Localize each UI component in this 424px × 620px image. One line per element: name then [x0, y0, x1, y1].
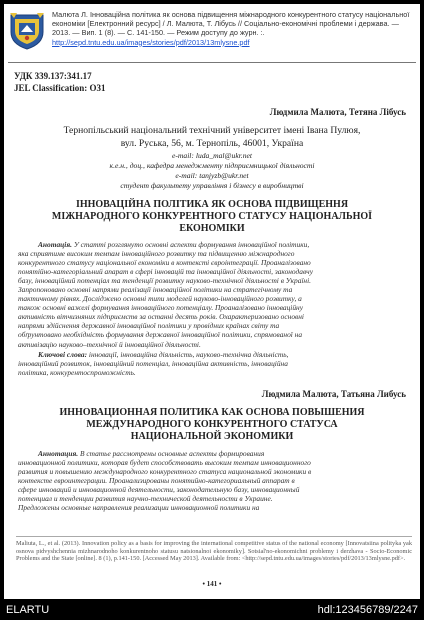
- abstract-ru-line: потенциал и тенденции развития научно-технической деятельности в Украине.: [18, 494, 273, 504]
- abstract-uk-line: У статті розглянуто основні аспекти формування інноваційної політики,: [72, 240, 310, 249]
- viewer-status-bar: [0, 599, 424, 620]
- citation-text: [52, 10, 414, 47]
- author1-email: e-mail: luda_mal@ukr.net: [172, 151, 252, 160]
- abstract-uk-line: обґрунтовано необхідність формування державної інноваційної політики, спрямованої на: [18, 330, 303, 340]
- title-uk-line-2: МІЖНАРОДНОГО КОНКУРЕНТНОГО СТАТУСУ НАЦІОНАЛЬНОЇ: [51, 211, 373, 222]
- page-number: • 141 •: [202, 580, 222, 588]
- repository-name: ELARTU: [6, 604, 50, 616]
- author2-position: студент факультету управління і бізнесу в виробництві: [120, 181, 304, 190]
- abstract-uk-line: активізацію науково–технічної й інноваційної діяльності.: [18, 339, 201, 349]
- handle-identifier: hdl:123456789/2247: [317, 604, 418, 616]
- keywords-uk-line: інноваційний розвиток, інноваційний потенціал, інноваційна активність, інноваційна: [18, 359, 288, 369]
- title-ru-line-1: ИННОВАЦИОННАЯ ПОЛИТИКА КАК ОСНОВА ПОВЫШЕНИЯ: [59, 407, 365, 418]
- abstract-ru-line: инновационной политики, которая будет способствовать высоким темпам инновационного: [18, 458, 311, 468]
- keywords-uk-line: політика, конкурентоспроможність.: [18, 368, 136, 378]
- abstract-ru-label: Аннотация.: [38, 449, 79, 458]
- citation-line: Малюта Л. Інноваційна політика як основа підвищення міжнародного конкурентного статусу національної економіки [Електронний ресурс] / Л. Малюта, Т. Лібусь // Соціально-економічні проблеми і держава. — 2013. — Вип. 1 (8). — С. 141-150. — Режим доступу до журн. :.: [52, 10, 410, 38]
- udc-code: УДК 339.137:341.17: [14, 71, 92, 81]
- title-ru-line-2: МЕЖДУНАРОДНОГО КОНКУРЕНТНОГО СТАТУСА: [86, 419, 338, 430]
- jel-code: JEL Classification: O31: [14, 83, 106, 93]
- abstract-ru: [18, 449, 410, 512]
- abstract-ru-line: контексте евроинтеграции. Проанализированы понятийно-категориальный аппарат в: [18, 476, 295, 486]
- header-divider: [8, 62, 416, 63]
- document-page: [4, 4, 420, 599]
- affiliation-university: Тернопільський національний технічний університет імені Івана Пулюя,: [63, 125, 361, 136]
- abstract-uk-line: конкурентного статусу національної економіки в контексті євроінтеграції. Проаналізовано: [18, 258, 311, 268]
- keywords-uk: [18, 350, 410, 377]
- keywords-uk-label: Ключові слова:: [38, 350, 88, 359]
- author2-email: e-mail: tanjyzb@ukr.net: [175, 171, 249, 180]
- abstract-ru-line: В статье рассмотрены основные аспекты формирования: [78, 449, 265, 458]
- citation-header: [4, 4, 420, 62]
- abstract-uk: [18, 240, 410, 349]
- abstract-uk-line: базу, інноваційний потенціал та тенденції розвитку науково-технічної діяльності в Україні.: [18, 276, 312, 286]
- abstract-uk-line: активність вітчизняних підприємств за останні десять років. Охарактеризовано основні: [18, 312, 304, 322]
- title-uk-line-3: ЕКОНОМІКИ: [179, 223, 245, 234]
- author1-position: к.е.н., доц., кафедра менеджменту підприємницької діяльності: [109, 161, 315, 170]
- abstract-uk-line: яка сприятиме високим темпам інноваційного розвитку та підвищенню міжнародного: [18, 249, 295, 259]
- keywords-uk-line: інновації, інноваційна діяльність, науково-технічна діяльність,: [87, 350, 289, 359]
- abstract-uk-label: Анотація.: [38, 240, 72, 249]
- abstract-uk-line: Запропоновано основні напрями реалізації інноваційної політики на стратегічному та: [18, 285, 293, 295]
- abstract-ru-line: Предложены основные направления реализации инновационной политики на: [18, 503, 260, 513]
- abstract-uk-line: напрями здійснення державної інноваційної політики у провідних країнах світу та: [18, 321, 280, 331]
- abstract-uk-line: також основні важелі формування інноваційного потенціалу. Проаналізовано інноваційну: [18, 303, 303, 313]
- footer-divider: [16, 536, 412, 537]
- footer-reference: Maliuta, L., et al. (2013). Innovation policy as a basis for improving the international competitive status of the national economy [Innovatsiina polityka yak osnova pidvyshchennia mizhnarodnoho konkurentnoho statusu natsionalnoi ekonomiky]. Sotsial'no-ekonomichni problemy i derzhava - Socio-Economic Problems and the State [online]. 8 (1), p.141-150. [Accessed May 2013]. Available from: <http://sepd.tntu.edu.ua/images/stories/pdf/2013/13mlysne.pdf>.: [16, 540, 412, 563]
- university-emblem-icon: [9, 12, 45, 50]
- abstract-ru-line: сфере инноваций и инновационной деятельности, законодательную базу, инновационный: [18, 485, 300, 495]
- affiliation-address: вул. Руська, 56, м. Тернопіль, 46001, Україна: [120, 138, 304, 149]
- citation-url-link[interactable]: http://sepd.tntu.edu.ua/images/stories/pdf/2013/13mlysne.pdf: [52, 37, 250, 47]
- title-uk-line-1: ІННОВАЦІЙНА ПОЛІТИКА ЯК ОСНОВА ПІДВИЩЕННЯ: [75, 199, 349, 210]
- authors-ru: Людмила Малюта, Татьяна Либусь: [261, 389, 406, 399]
- abstract-uk-line: понятійно-категоріальний апарат в сфері інновацій та інноваційної діяльності, законодавчу: [18, 267, 313, 277]
- title-ru-line-3: НАЦИОНАЛЬНОЙ ЭКОНОМИКИ: [130, 431, 294, 442]
- authors-uk: Людмила Малюта, Тетяна Лібусь: [269, 107, 406, 117]
- abstract-ru-line: развития и повышению международного конкурентного статуса национальной экономики в: [18, 467, 312, 477]
- abstract-uk-line: тактичному рівнях. Досліджено основні типи моделей науково-інноваційного розвитку, а: [18, 294, 302, 304]
